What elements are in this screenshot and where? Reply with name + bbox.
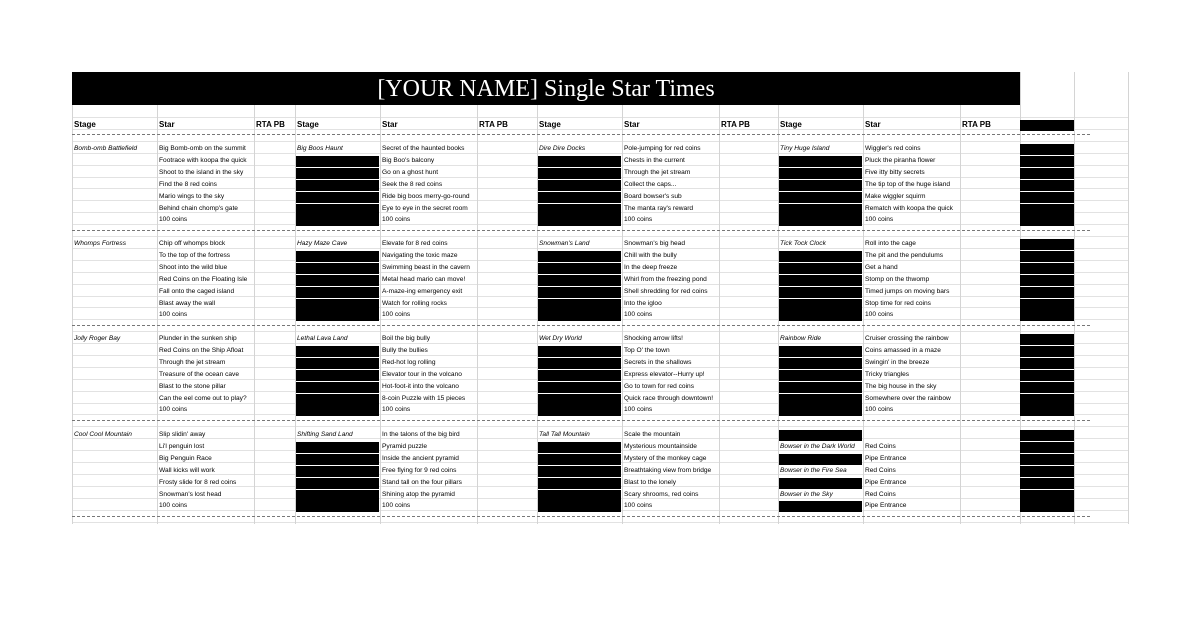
stage-time-cell[interactable] [296, 299, 379, 310]
stage-name: Whomps Fortress [74, 240, 127, 247]
stage-time-cell[interactable] [538, 442, 621, 453]
stage-time-cell[interactable] [296, 168, 379, 179]
star-name: Somewhere over the rainbow [865, 394, 951, 402]
stage-time-cell[interactable] [296, 263, 379, 274]
star-name: Scale the mountain [624, 431, 681, 438]
column-header-star: Star [159, 120, 175, 129]
stage-time-cell[interactable] [779, 263, 862, 274]
star-name: Red Coins [865, 466, 896, 474]
star-name: Footrace with koopa the quick [159, 156, 247, 164]
star-name: Go on a ghost hunt [382, 168, 439, 176]
time-entry-cell[interactable] [1020, 168, 1074, 179]
stage-time-cell[interactable] [296, 275, 379, 286]
star-name: Blast away the wall [159, 299, 216, 307]
stage-time-cell[interactable] [538, 215, 621, 226]
stage-name: Bomb-omb Battlefield [74, 145, 138, 152]
grid-vline [254, 72, 255, 524]
star-name: Board bowser's sub [624, 192, 682, 200]
star-name: Chill with the bully [624, 251, 677, 259]
stage-name: Big Boos Haunt [297, 145, 343, 152]
star-name: 100 coins [382, 311, 411, 319]
star-name: A-maze-ing emergency exit [382, 287, 463, 295]
stage-time-cell[interactable] [538, 204, 621, 215]
time-entry-cell[interactable] [1020, 454, 1074, 465]
stage-name: Bowser in the Dark World [780, 442, 855, 450]
column-header-stage: Stage [297, 120, 319, 129]
column-header-star: Star [624, 120, 640, 129]
stage-time-cell[interactable] [779, 358, 862, 369]
star-name: 100 coins [159, 311, 188, 319]
star-name: Quick race through downtown! [624, 394, 714, 402]
stage-time-cell[interactable] [296, 310, 379, 321]
star-name: Seek the 8 red coins [382, 180, 443, 188]
stage-time-cell[interactable] [538, 275, 621, 286]
time-entry-cell[interactable] [1020, 466, 1074, 477]
time-entry-cell[interactable] [1020, 180, 1074, 191]
stage-time-cell[interactable] [296, 382, 379, 393]
time-entry-cell[interactable] [1020, 442, 1074, 453]
stage-name: Rainbow Ride [780, 335, 822, 342]
column-header-pb: RTA PB [479, 120, 508, 129]
stage-time-cell[interactable] [296, 466, 379, 477]
star-name: 100 coins [624, 502, 653, 510]
time-entry-cell[interactable] [1020, 275, 1074, 286]
column-header-star: Star [865, 120, 881, 129]
star-name: The manta ray's reward [624, 204, 694, 212]
time-entry-cell[interactable] [1020, 490, 1074, 501]
stage-time-cell[interactable] [538, 263, 621, 274]
stage-time-cell[interactable] [538, 358, 621, 369]
star-name: 100 coins [865, 216, 894, 224]
time-entry-cell[interactable] [1020, 156, 1074, 167]
section-divider [72, 516, 1090, 517]
stage-time-cell[interactable] [779, 287, 862, 298]
star-name: The tip top of the huge island [865, 180, 951, 188]
star-name: Pluck the piranha flower [865, 156, 936, 164]
star-name: Five itty bitty secrets [865, 168, 925, 176]
stage-time-cell[interactable] [779, 275, 862, 286]
stage-time-cell[interactable] [296, 215, 379, 226]
star-name: Frosty slide for 8 red coins [159, 478, 237, 486]
time-entry-cell[interactable] [1020, 382, 1074, 393]
section-divider [72, 420, 1090, 421]
stage-time-cell[interactable] [538, 454, 621, 465]
star-name: In the talons of the big bird [382, 431, 460, 438]
grid-vline [1128, 72, 1129, 524]
star-name: Secrets in the shallows [624, 358, 692, 366]
star-name: Pipe Entrance [865, 478, 907, 486]
stage-time-cell[interactable] [779, 251, 862, 262]
star-name: Metal head mario can move! [382, 275, 466, 283]
star-name: In the deep freeze [624, 263, 678, 271]
star-name: 100 coins [382, 502, 411, 510]
star-name: Swingin' in the breeze [865, 358, 930, 366]
stage-time-cell[interactable] [779, 192, 862, 203]
star-name: 100 coins [624, 311, 653, 319]
star-name: Watch for rolling rocks [382, 299, 447, 307]
stage-name: Bowser in the Fire Sea [780, 466, 847, 474]
star-name: Boil the big bully [382, 335, 431, 342]
stage-name: Lethal Lava Land [297, 335, 348, 342]
star-name: Tricky triangles [865, 370, 910, 378]
header-time-cell [1020, 120, 1074, 131]
time-entry-cell[interactable] [1020, 358, 1074, 369]
star-name: Shocking arrow lifts! [624, 335, 683, 342]
section-divider [72, 230, 1090, 231]
star-name: Express elevator--Hurry up! [624, 370, 705, 378]
star-name: Fall onto the caged island [159, 287, 235, 295]
stage-time-cell[interactable] [296, 405, 379, 416]
star-name: Red Coins on the Floating Isle [159, 275, 248, 283]
star-name: Pipe Entrance [865, 454, 907, 462]
star-name: Red Coins on the Ship Afloat [159, 346, 244, 354]
time-entry-cell[interactable] [1020, 501, 1074, 512]
stage-time-cell[interactable] [538, 156, 621, 167]
stage-time-cell[interactable] [296, 490, 379, 501]
stage-time-cell[interactable] [296, 442, 379, 453]
stage-time-cell[interactable] [779, 394, 862, 405]
star-name: Navigating the toxic maze [382, 251, 458, 259]
time-entry-cell[interactable] [1020, 287, 1074, 298]
stage-name: Tall Tall Mountain [539, 431, 590, 438]
stage-time-cell[interactable] [538, 394, 621, 405]
star-name: To the top of the fortress [159, 251, 231, 259]
time-entry-cell[interactable] [1020, 430, 1074, 441]
star-name: Can the eel come out to play? [159, 394, 247, 402]
time-entry-cell[interactable] [1020, 239, 1074, 250]
star-name: Shell shredding for red coins [624, 287, 708, 295]
stage-time-cell[interactable] [538, 370, 621, 381]
time-entry-cell[interactable] [1020, 478, 1074, 489]
stage-time-cell[interactable] [779, 299, 862, 310]
section-divider [72, 325, 1090, 326]
star-name: Shoot to the island in the sky [159, 168, 244, 176]
stage-time-cell[interactable] [779, 168, 862, 179]
star-name: Mysterious mountainside [624, 442, 697, 450]
column-header-pb: RTA PB [962, 120, 991, 129]
stage-time-cell[interactable] [538, 168, 621, 179]
stage-time-cell[interactable] [538, 405, 621, 416]
time-entry-cell[interactable] [1020, 310, 1074, 321]
star-name: 100 coins [159, 216, 188, 224]
star-name: Blast to the lonely [624, 478, 677, 486]
star-name: Elevate for 8 red coins [382, 240, 448, 247]
star-name: Swimming beast in the cavern [382, 263, 470, 271]
stage-time-cell[interactable] [779, 430, 862, 441]
stage-name: Tiny Huge Island [780, 145, 830, 152]
stage-time-cell[interactable] [538, 382, 621, 393]
star-name: Secret of the haunted books [382, 145, 465, 152]
stage-time-cell[interactable] [538, 478, 621, 489]
star-name: Rematch with koopa the quick [865, 204, 953, 212]
star-name: Breathtaking view from bridge [624, 466, 712, 474]
star-name: Stop time for red coins [865, 299, 931, 307]
star-name: Snowman's big head [624, 240, 686, 247]
star-name: Timed jumps on moving bars [865, 287, 950, 295]
star-name: Find the 8 red coins [159, 180, 217, 188]
column-header-stage: Stage [539, 120, 561, 129]
star-name: Elevator tour in the volcano [382, 370, 462, 378]
stage-name: Hazy Maze Cave [297, 240, 348, 247]
grid-vline [719, 72, 720, 524]
star-name: 100 coins [382, 216, 411, 224]
column-header-stage: Stage [74, 120, 96, 129]
time-entry-cell[interactable] [1020, 144, 1074, 155]
column-header-pb: RTA PB [256, 120, 285, 129]
stage-time-cell[interactable] [538, 180, 621, 191]
stage-name: Dire Dire Docks [539, 145, 586, 152]
time-entry-cell[interactable] [1020, 215, 1074, 226]
stage-time-cell[interactable] [779, 180, 862, 191]
stage-time-cell[interactable] [779, 370, 862, 381]
star-name: Into the igloo [624, 299, 662, 307]
grid-vline [960, 72, 961, 524]
time-entry-cell[interactable] [1020, 263, 1074, 274]
stage-time-cell[interactable] [296, 192, 379, 203]
time-entry-cell[interactable] [1020, 251, 1074, 262]
stage-time-cell[interactable] [779, 346, 862, 357]
stage-time-cell[interactable] [779, 382, 862, 393]
stage-name: Cool Cool Mountain [74, 431, 132, 438]
stage-time-cell[interactable] [779, 454, 862, 465]
star-name: 100 coins [159, 406, 188, 414]
star-name: 8-coin Puzzle with 15 pieces [382, 394, 466, 402]
section-divider [72, 134, 1090, 135]
column-header-pb: RTA PB [721, 120, 750, 129]
star-name: 100 coins [159, 502, 188, 510]
star-name: Get a hand [865, 263, 898, 271]
star-name: Scary shrooms, red coins [624, 490, 699, 498]
stage-time-cell[interactable] [538, 299, 621, 310]
stage-time-cell[interactable] [779, 215, 862, 226]
star-name: Top O' the town [624, 346, 670, 354]
star-name: Collect the caps... [624, 180, 677, 188]
time-entry-cell[interactable] [1020, 370, 1074, 381]
stage-time-cell[interactable] [538, 192, 621, 203]
grid-hline [72, 236, 1128, 237]
time-entry-cell[interactable] [1020, 204, 1074, 215]
stage-time-cell[interactable] [779, 204, 862, 215]
star-name: 100 coins [865, 311, 894, 319]
grid-hline [72, 248, 1128, 249]
stage-name: Snowman's Land [539, 240, 590, 247]
star-name: 100 coins [382, 406, 411, 414]
star-name: Hot-foot-it into the volcano [382, 382, 459, 390]
grid-vline [1074, 72, 1075, 524]
star-name: Eye to eye in the secret room [382, 204, 468, 212]
star-name: Free flying for 9 red coins [382, 466, 457, 474]
time-entry-cell[interactable] [1020, 346, 1074, 357]
grid-hline [72, 141, 1128, 142]
grid-vline [157, 72, 158, 524]
grid-hline [72, 426, 1128, 427]
star-name: Stomp on the thwomp [865, 275, 930, 283]
star-name: Li'l penguin lost [159, 442, 205, 450]
stage-time-cell[interactable] [296, 287, 379, 298]
stage-time-cell[interactable] [538, 466, 621, 477]
star-name: Roll into the cage [865, 240, 916, 247]
star-name: Coins amassed in a maze [865, 346, 941, 354]
stage-time-cell[interactable] [296, 370, 379, 381]
star-name: 100 coins [865, 406, 894, 414]
star-name: Red Coins [865, 490, 896, 498]
star-name: Snowman's lost head [159, 490, 222, 498]
stage-name: Shifting Sand Land [297, 431, 353, 438]
stage-time-cell[interactable] [296, 501, 379, 512]
stage-time-cell[interactable] [296, 394, 379, 405]
star-name: Pipe Entrance [865, 502, 907, 510]
stage-time-cell[interactable] [538, 346, 621, 357]
time-entry-cell[interactable] [1020, 192, 1074, 203]
stage-time-cell[interactable] [779, 310, 862, 321]
stage-time-cell[interactable] [779, 156, 862, 167]
grid-vline [380, 72, 381, 524]
stage-time-cell[interactable] [296, 358, 379, 369]
star-name: Big Boo's balcony [382, 156, 435, 164]
star-name: Big Bomb-omb on the summit [159, 145, 246, 152]
star-name: Blast to the stone pillar [159, 382, 226, 390]
star-name: Chip off whomps block [159, 240, 226, 247]
stage-time-cell[interactable] [296, 204, 379, 215]
time-entry-cell[interactable] [1020, 334, 1074, 345]
stage-time-cell[interactable] [538, 251, 621, 262]
time-entry-cell[interactable] [1020, 405, 1074, 416]
star-name: Pyramid puzzle [382, 442, 428, 450]
star-name: Whirl from the freezing pond [624, 275, 707, 283]
column-header-star: Star [382, 120, 398, 129]
stage-name: Jolly Roger Bay [74, 335, 121, 342]
star-name: Stand tall on the four pillars [382, 478, 462, 486]
stage-name: Wet Dry World [539, 335, 582, 342]
grid-hline [72, 331, 1128, 332]
star-name: Pole-jumping for red coins [624, 145, 701, 152]
star-name: Big Penguin Race [159, 454, 212, 462]
star-name: 100 coins [624, 216, 653, 224]
star-name: Wiggler's red coins [865, 145, 921, 152]
star-name: Red Coins [865, 442, 896, 450]
time-entry-cell[interactable] [1020, 299, 1074, 310]
spreadsheet [72, 72, 1128, 524]
star-name: The big house in the sky [865, 382, 937, 390]
grid-vline [863, 72, 864, 524]
star-name: Treasure of the ocean cave [159, 370, 240, 378]
column-header-stage: Stage [780, 120, 802, 129]
star-name: Mystery of the monkey cage [624, 454, 707, 462]
stage-time-cell[interactable] [779, 501, 862, 512]
star-name: The pit and the pendulums [865, 251, 944, 259]
sheet-title: [YOUR NAME] Single Star Times [72, 72, 1020, 105]
star-name: Chests in the current [624, 156, 685, 164]
stage-time-cell[interactable] [538, 310, 621, 321]
grid-vline [477, 72, 478, 524]
stage-time-cell[interactable] [296, 156, 379, 167]
stage-time-cell[interactable] [296, 454, 379, 465]
star-name: Through the jet stream [624, 168, 691, 176]
star-name: Bully the bullies [382, 346, 428, 354]
star-name: Shining atop the pyramid [382, 490, 455, 498]
star-name: Red-hot log rolling [382, 358, 436, 366]
star-name: Behind chain chomp's gate [159, 204, 238, 212]
star-name: Shoot into the wild blue [159, 263, 228, 271]
star-name: Plunder in the sunken ship [159, 335, 237, 342]
stage-time-cell[interactable] [538, 287, 621, 298]
stage-time-cell[interactable] [779, 478, 862, 489]
stage-time-cell[interactable] [296, 346, 379, 357]
star-name: Ride big boos merry-go-round [382, 192, 470, 200]
star-name: 100 coins [624, 406, 653, 414]
star-name: Inside the ancient pyramid [382, 454, 459, 462]
stage-time-cell[interactable] [538, 501, 621, 512]
grid-vline [622, 72, 623, 524]
stage-time-cell[interactable] [296, 251, 379, 262]
grid-vline [72, 72, 73, 524]
star-name: Through the jet stream [159, 358, 226, 366]
stage-time-cell[interactable] [538, 490, 621, 501]
star-name: Wall kicks will work [159, 466, 215, 474]
star-name: Go to town for red coins [624, 382, 695, 390]
grid-hline [72, 438, 1128, 439]
time-entry-cell[interactable] [1020, 394, 1074, 405]
stage-time-cell[interactable] [296, 180, 379, 191]
grid-hline [72, 117, 1128, 118]
star-name: Cruiser crossing the rainbow [865, 335, 949, 342]
star-name: Mario wings to the sky [159, 192, 225, 200]
grid-hline [72, 522, 1128, 523]
stage-time-cell[interactable] [779, 405, 862, 416]
stage-time-cell[interactable] [296, 478, 379, 489]
stage-name: Bowser in the Sky [780, 490, 833, 498]
stage-name: Tick Tock Clock [780, 240, 826, 247]
star-name: Slip slidin' away [159, 431, 206, 438]
star-name: Make wiggler squirm [865, 192, 926, 200]
